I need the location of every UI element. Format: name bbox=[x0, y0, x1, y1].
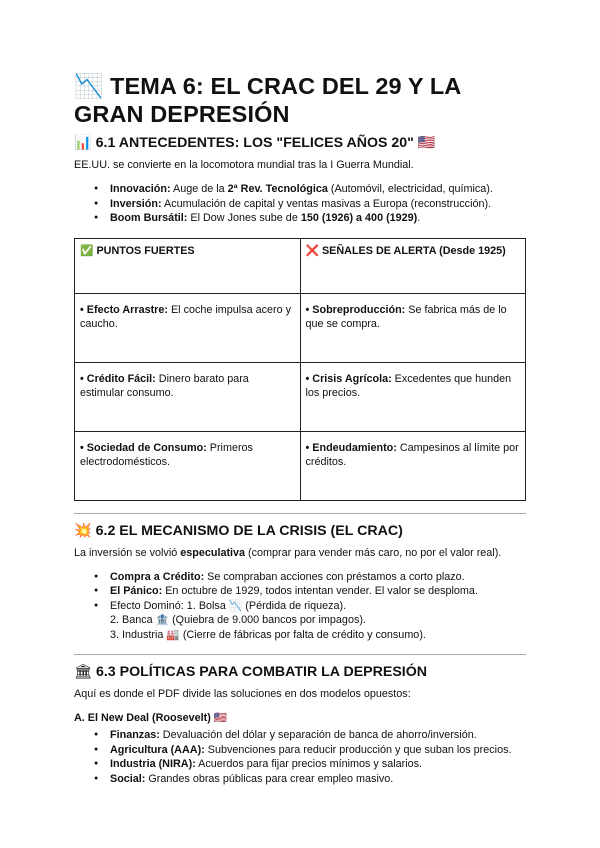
bullet-label: Social: bbox=[110, 772, 146, 785]
section-divider bbox=[74, 654, 526, 655]
section-6-3-list bbox=[74, 728, 526, 786]
sub-text: (Cierre de fábricas por falta de crédito y consumo). bbox=[179, 628, 426, 641]
list-item bbox=[110, 584, 526, 599]
table-header-cell bbox=[75, 238, 301, 293]
factory-icon: 🏭 bbox=[166, 627, 180, 641]
table-row bbox=[75, 362, 526, 431]
cell-text: El coche impulsa acero y caucho. bbox=[80, 303, 292, 330]
cell-label: • Sobreproducción: bbox=[305, 303, 406, 316]
page-title-text: TEMA 6: EL CRAC DEL 29 Y LA GRAN DEPRESIÓN bbox=[74, 73, 461, 127]
section-divider bbox=[74, 513, 526, 514]
table-row bbox=[75, 293, 526, 362]
us-flag-icon: 🇺🇸 bbox=[213, 711, 228, 724]
section-6-2-intro bbox=[74, 546, 526, 560]
bullet-bold-text: 150 (1926) a 400 (1929) bbox=[300, 212, 418, 224]
list-item bbox=[110, 599, 526, 643]
list-item bbox=[110, 613, 526, 628]
bullet-text: (Pérdida de riqueza). bbox=[242, 599, 347, 612]
section-heading-6-3-text: 6.3 POLÍTICAS PARA COMBATIR LA DEPRESIÓN bbox=[95, 664, 428, 680]
list-item bbox=[110, 197, 526, 212]
cell-text: Dinero barato para estimular consumo. bbox=[80, 372, 249, 399]
bullet-text: Grandes obras públicas para crear empleo masivo. bbox=[145, 772, 394, 785]
table-header-text: PUNTOS FUERTES bbox=[96, 244, 195, 257]
chart-decreasing-icon: 📉 bbox=[74, 72, 104, 100]
bullet-text: Se compraban acciones con préstamos a corto plazo. bbox=[204, 570, 465, 583]
list-item bbox=[110, 570, 526, 585]
bullet-label: Finanzas: bbox=[110, 729, 160, 741]
bullet-label: Inversión: bbox=[110, 197, 162, 210]
sub-text: 2. Banca bbox=[110, 614, 156, 626]
bullet-text: En octubre de 1929, todos intentan vender. El valor se desploma. bbox=[162, 585, 478, 597]
bullet-label: Compra a Crédito: bbox=[110, 570, 205, 583]
check-mark-icon: ✅ bbox=[80, 243, 94, 257]
table-cell bbox=[75, 293, 301, 362]
section-6-3-intro: Aquí es donde el PDF divide las soluciones en dos modelos opuestos: bbox=[74, 688, 411, 700]
table-cell bbox=[300, 293, 526, 362]
section-heading-6-3 bbox=[74, 663, 526, 681]
bullet-text: El Dow Jones sube de bbox=[187, 212, 301, 224]
section-6-1-list bbox=[74, 182, 526, 226]
section-heading-6-2 bbox=[74, 522, 526, 540]
cell-label: • Efecto Arrastre: bbox=[80, 303, 168, 316]
bullet-text: (Automóvil, electricidad, química). bbox=[327, 183, 493, 195]
cell-label: • Crisis Agrícola: bbox=[305, 372, 392, 385]
cell-text: Excedentes que hunden los precios. bbox=[305, 372, 512, 399]
list-item bbox=[110, 211, 526, 226]
list-item bbox=[110, 757, 526, 772]
cell-text: Campesinos al límite por créditos. bbox=[305, 441, 519, 468]
domino-sublist bbox=[110, 613, 526, 642]
sub-heading-text: A. El New Deal (Roosevelt) bbox=[74, 712, 211, 724]
table-cell bbox=[300, 362, 526, 431]
table-header-text: SEÑALES DE ALERTA (Desde 1925) bbox=[321, 244, 506, 257]
intro-text: (comprar para vender más caro, no por el valor real). bbox=[245, 546, 502, 559]
section-6-2-list bbox=[74, 570, 526, 643]
cross-mark-icon: ❌ bbox=[305, 243, 319, 257]
list-item bbox=[110, 772, 526, 787]
bullet-text: Acumulación de capital y ventas masivas a Europa (reconstrucción). bbox=[161, 197, 492, 210]
bullet-label: Boom Bursátil: bbox=[110, 212, 188, 224]
bullet-text: Subvenciones para reducir producción y que suban los precios. bbox=[204, 743, 512, 756]
bullet-text: Acuerdos para fijar precios mínimos y salarios. bbox=[195, 758, 423, 770]
intro-text: La inversión se volvió bbox=[74, 546, 181, 559]
bullet-text: Auge de la bbox=[170, 183, 228, 195]
table-header-cell bbox=[300, 238, 526, 293]
list-item bbox=[110, 728, 526, 743]
bullet-text: Efecto Dominó: 1. Bolsa bbox=[110, 599, 229, 612]
cell-text: Se fabrica más de lo que se compra. bbox=[305, 303, 507, 330]
table-header-row bbox=[75, 238, 526, 293]
table-cell bbox=[75, 362, 301, 431]
bullet-label: Innovación: bbox=[110, 183, 171, 195]
bank-icon: 🏦 bbox=[155, 613, 170, 626]
section-heading-6-1 bbox=[74, 134, 526, 152]
bar-chart-icon: 📊 bbox=[74, 135, 92, 151]
cell-label: • Sociedad de Consumo: bbox=[80, 441, 207, 454]
cell-text: Primeros electrodomésticos. bbox=[80, 441, 253, 468]
comparison-table bbox=[74, 238, 526, 501]
bullet-text: Devaluación del dólar y separación de banca de ahorro/inversión. bbox=[159, 729, 477, 741]
section-heading-6-2-text: 6.2 EL MECANISMO DE LA CRISIS (EL CRAC) bbox=[95, 522, 403, 539]
collision-icon: 💥 bbox=[74, 522, 92, 539]
bullet-label: El Pánico: bbox=[110, 585, 163, 597]
page-title bbox=[74, 72, 526, 128]
bullet-bold-text: 2ª Rev. Tecnológica bbox=[227, 183, 328, 195]
cell-label: • Endeudamiento: bbox=[305, 441, 397, 454]
sub-text: 3. Industria bbox=[110, 628, 167, 641]
sub-heading-new-deal bbox=[74, 711, 526, 725]
classical-building-icon: 🏛 bbox=[74, 664, 93, 680]
bullet-label: Agricultura (AAA): bbox=[110, 743, 205, 756]
table-cell bbox=[300, 431, 526, 500]
bullet-text: . bbox=[417, 212, 421, 224]
us-flag-icon: 🇺🇸 bbox=[417, 135, 436, 151]
list-item bbox=[110, 743, 526, 758]
list-item bbox=[110, 628, 526, 643]
intro-bold-text: especulativa bbox=[180, 546, 246, 559]
list-item bbox=[110, 182, 526, 197]
section-heading-6-1-text: 6.1 ANTECEDENTES: LOS "FELICES AÑOS 20" bbox=[95, 135, 414, 151]
table-row bbox=[75, 431, 526, 500]
table-cell bbox=[75, 431, 301, 500]
chart-decreasing-icon: 📉 bbox=[228, 598, 243, 612]
sub-text: (Quiebra de 9.000 bancos por impagos). bbox=[169, 614, 366, 626]
section-6-1-intro: EE.UU. se convierte en la locomotora mundial tras la I Guerra Mundial. bbox=[74, 159, 414, 171]
cell-label: • Crédito Fácil: bbox=[80, 372, 156, 385]
bullet-label: Industria (NIRA): bbox=[110, 758, 196, 770]
